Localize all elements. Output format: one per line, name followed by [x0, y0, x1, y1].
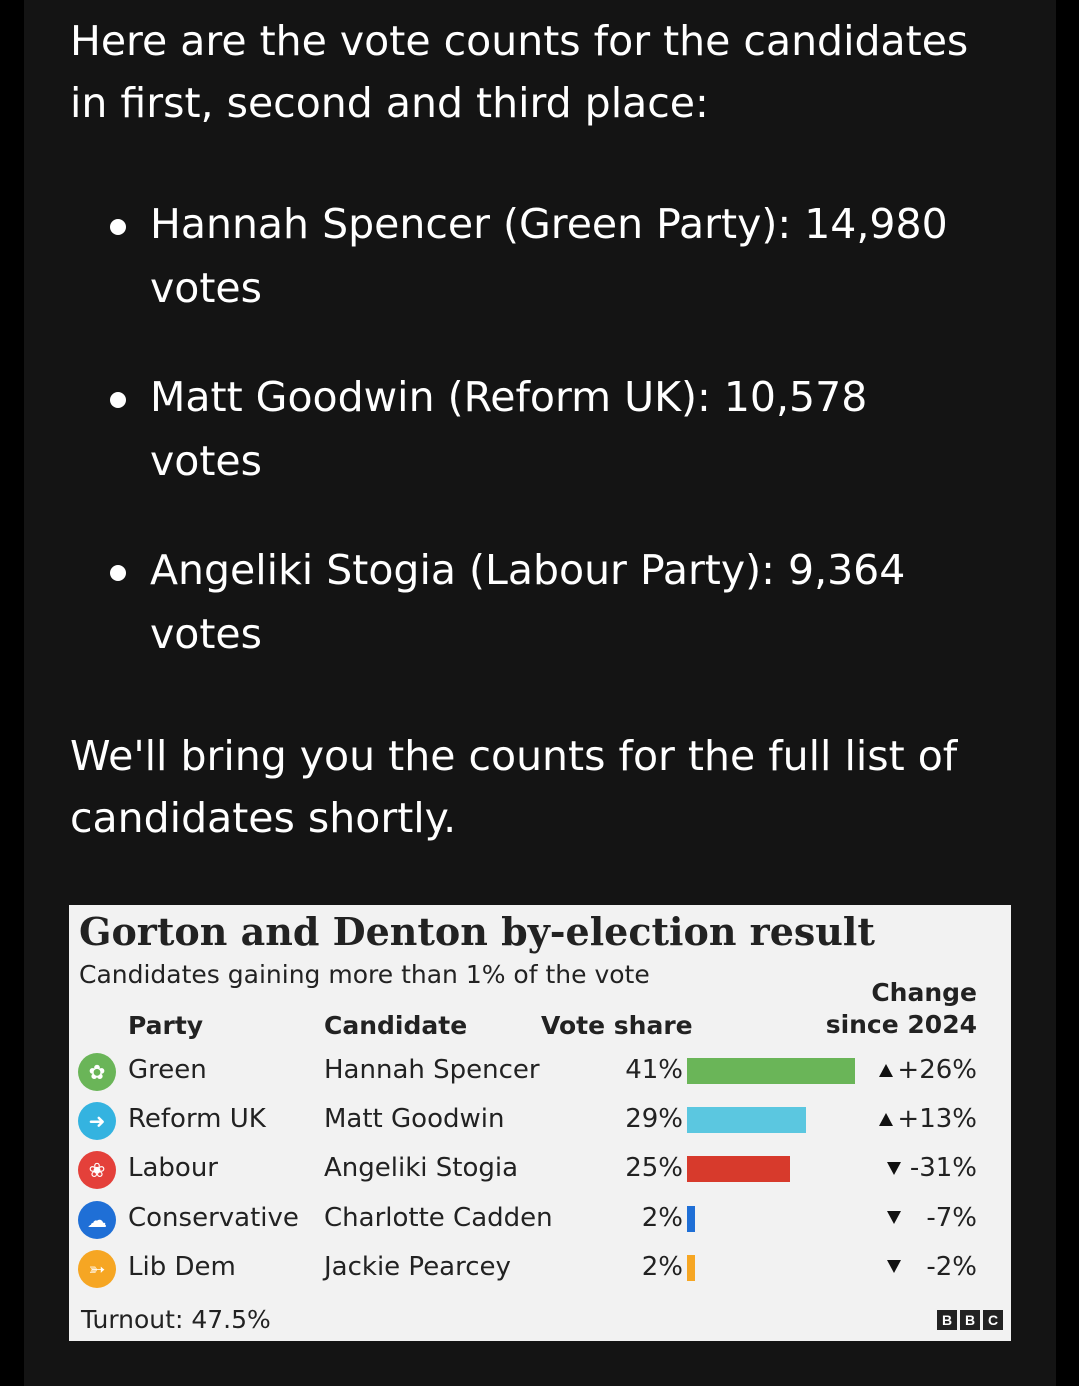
bullet-icon [110, 565, 126, 581]
turnout-label: Turnout: 47.5% [81, 1305, 271, 1334]
table-row [69, 1098, 1011, 1144]
list-item: Hannah Spencer (Green Party): 14,980 votes [70, 192, 970, 320]
chart-subtitle: Candidates gaining more than 1% of the vote [79, 960, 650, 989]
party-name: Lib Dem [128, 1251, 236, 1282]
party-name: Conservative [128, 1202, 299, 1233]
lib-dem-bird-logo-icon: ➳ [78, 1250, 116, 1288]
party-name: Reform UK [128, 1104, 266, 1135]
change-value: -7% [887, 1203, 977, 1233]
change-value: +13% [879, 1104, 977, 1134]
bullet-icon [110, 219, 126, 235]
table-row [69, 1246, 1011, 1292]
vote-share-label: 2% [641, 1202, 683, 1233]
vote-share-label: 25% [625, 1153, 683, 1184]
candidate-name: Matt Goodwin [324, 1104, 505, 1135]
intro-paragraph: Here are the vote counts for the candidates in first, second and third place: [70, 17, 969, 127]
vote-share-bar [687, 1255, 695, 1281]
party-name: Green [128, 1055, 207, 1085]
party-name: Labour [128, 1153, 218, 1184]
green-party-logo-icon: ✿ [78, 1053, 116, 1091]
table-row [69, 1049, 1011, 1095]
header-candidate: Candidate [324, 1011, 468, 1040]
triangle-down-icon [887, 1211, 901, 1224]
vote-share-label: 29% [625, 1104, 683, 1135]
triangle-up-icon [879, 1064, 893, 1077]
triangle-down-icon [887, 1162, 901, 1175]
bullet-icon [110, 392, 126, 408]
triangle-up-icon [879, 1113, 893, 1126]
vote-share-label: 41% [625, 1055, 683, 1085]
outro-paragraph: We'll bring you the counts for the full list of candidates shortly. [70, 732, 958, 842]
candidate-name: Hannah Spencer [324, 1055, 540, 1085]
change-value: -2% [887, 1252, 977, 1282]
vote-share-bar [687, 1107, 806, 1133]
header-vote-share: Vote share [541, 1011, 693, 1040]
labour-rose-logo-icon: ❀ [78, 1151, 116, 1189]
table-row [69, 1197, 1011, 1243]
vote-share-label: 2% [641, 1251, 683, 1282]
vote-share-bar [687, 1156, 790, 1182]
results-graphic [69, 905, 1011, 1341]
conservative-tree-logo-icon: ☁ [78, 1201, 116, 1239]
reform-uk-logo-icon: ➜ [78, 1102, 116, 1140]
bbc-logo: B B C [937, 1310, 1003, 1330]
vote-share-bar [687, 1058, 855, 1084]
chart-title: Gorton and Denton by-election result [79, 909, 875, 954]
candidate-name: Jackie Pearcey [324, 1251, 511, 1282]
list-item: Angeliki Stogia (Labour Party): 9,364 votes [70, 538, 970, 666]
header-change: Change since 2024 [825, 978, 977, 1039]
triangle-down-icon [887, 1260, 901, 1273]
change-value: +26% [879, 1055, 977, 1085]
change-value: -31% [887, 1153, 977, 1183]
table-row [69, 1147, 1011, 1193]
list-item: Matt Goodwin (Reform UK): 10,578 votes [70, 365, 970, 493]
header-party: Party [128, 1011, 204, 1040]
vote-share-bar [687, 1206, 695, 1232]
candidate-name: Angeliki Stogia [324, 1153, 519, 1184]
candidate-name: Charlotte Cadden [324, 1202, 553, 1233]
vote-count-list [70, 192, 970, 711]
